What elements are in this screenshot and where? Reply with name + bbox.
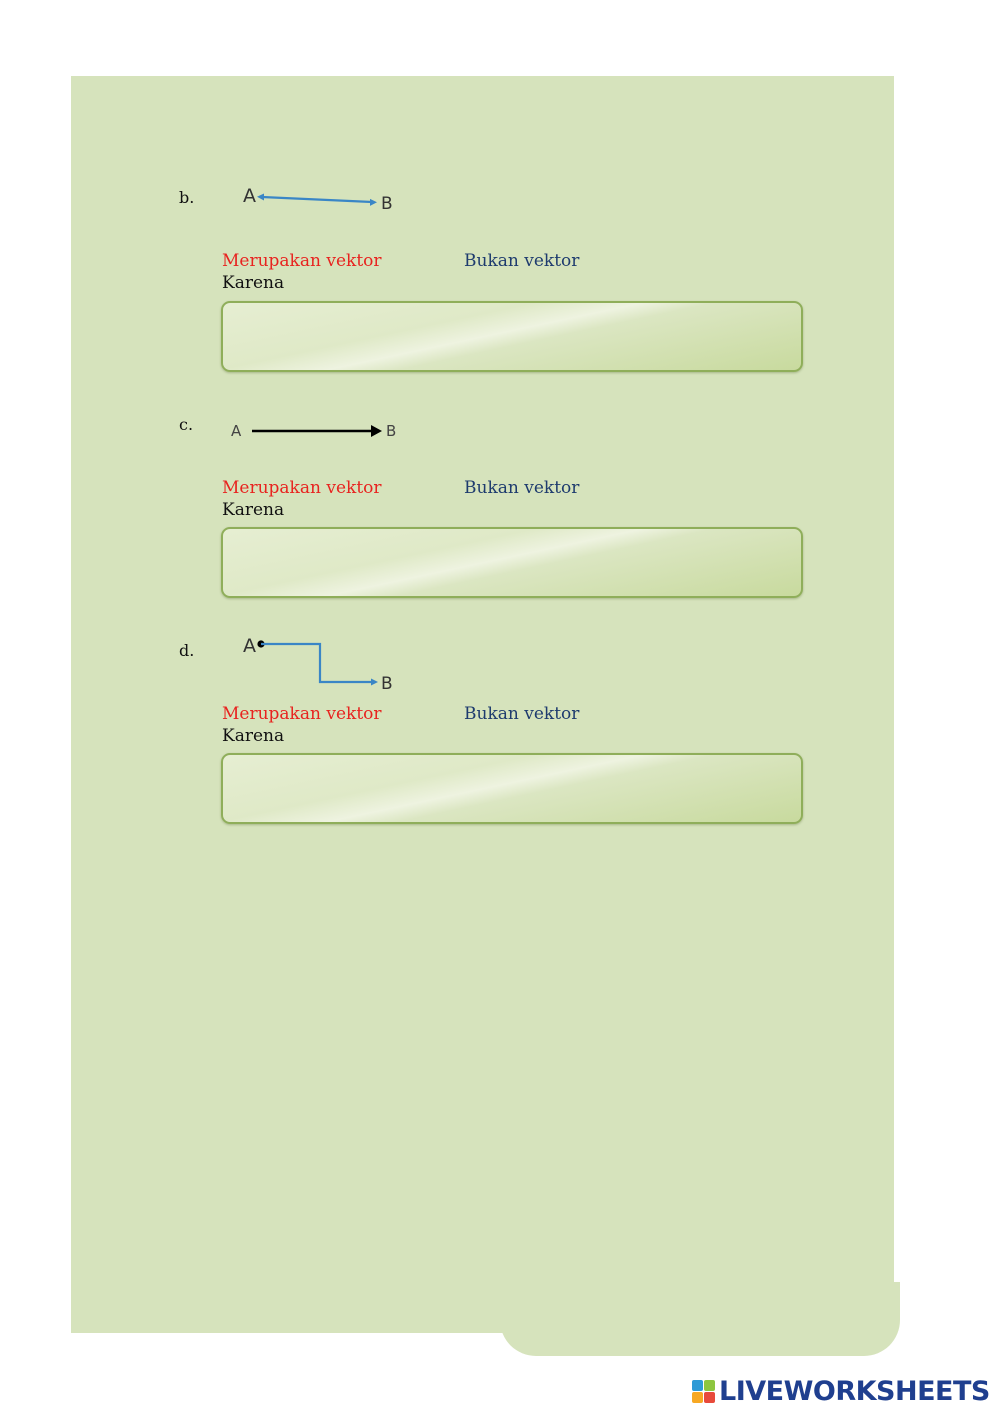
item-b-label: b. (179, 188, 195, 207)
item-d-vector-diagram (236, 630, 406, 694)
item-d-point-a: A (243, 635, 256, 657)
item-b-vector-diagram (236, 180, 406, 220)
liveworksheets-logo (692, 1374, 990, 1408)
item-d-answer-box[interactable] (221, 753, 803, 824)
item-d-option-not-vector[interactable]: Bukan vektor (464, 704, 580, 724)
logo-brand-text: LIVEWORKSHEETS (719, 1375, 990, 1407)
item-b-option-not-vector[interactable]: Bukan vektor (464, 251, 580, 271)
logo-letter-v (692, 1392, 703, 1403)
item-c-answer-box[interactable] (221, 527, 803, 598)
item-c-reason-label: Karena (222, 500, 285, 520)
item-d-label: d. (179, 641, 195, 660)
logo-letter-i (704, 1380, 715, 1391)
item-c-vector-diagram (226, 418, 406, 444)
item-d-reason-label: Karena (222, 726, 285, 746)
logo-letter-l (692, 1380, 703, 1391)
item-b-point-a: A (243, 185, 256, 207)
item-c-label: c. (179, 415, 194, 434)
worksheet-page-tab (500, 1282, 900, 1356)
item-c-option-vector[interactable]: Merupakan vektor (222, 478, 382, 498)
logo-mark-icon (692, 1380, 715, 1403)
item-c-option-not-vector[interactable]: Bukan vektor (464, 478, 580, 498)
item-b-point-b: B (381, 194, 393, 214)
logo-letter-e (704, 1392, 715, 1403)
item-c-point-b: B (386, 422, 397, 440)
item-b-answer-box[interactable] (221, 301, 803, 372)
item-d-point-b: B (381, 674, 393, 694)
item-b-reason-label: Karena (222, 273, 285, 293)
item-d-option-vector[interactable]: Merupakan vektor (222, 704, 382, 724)
item-b-option-vector[interactable]: Merupakan vektor (222, 251, 382, 271)
item-c-point-a: A (231, 422, 242, 440)
